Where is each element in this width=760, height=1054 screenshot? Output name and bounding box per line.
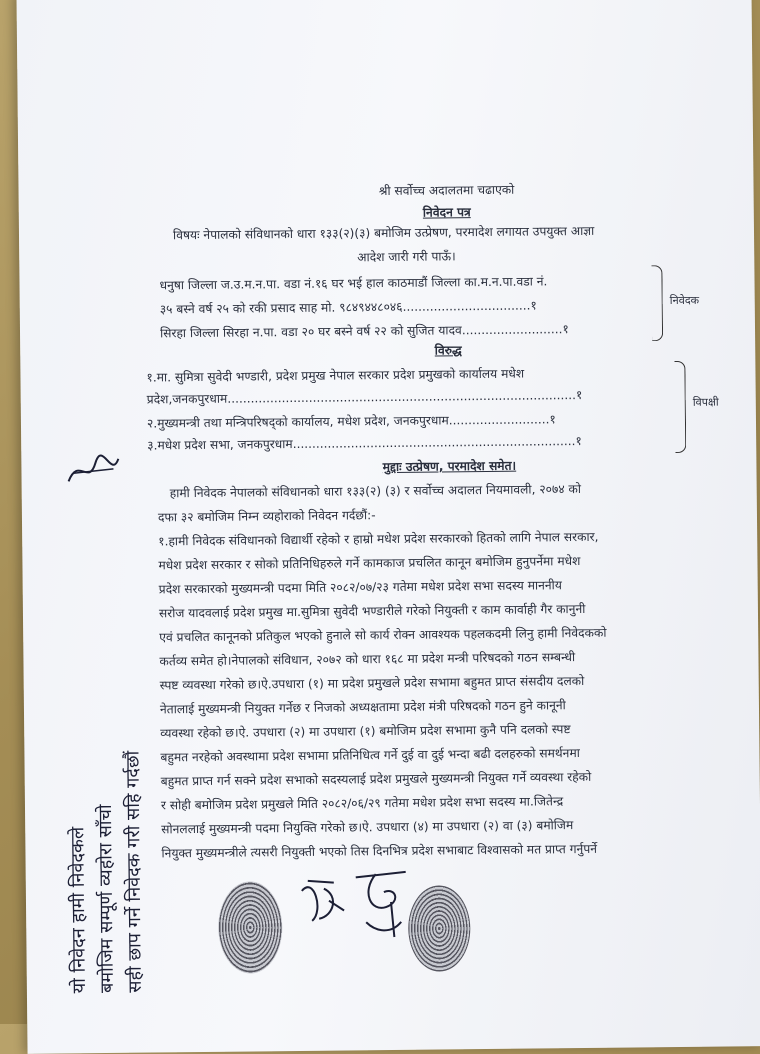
body-line: १.हामी निवेदक संविधानको विद्यार्थी रहेको र हाम्रो मधेश प्रदेश सरकारको हितको लागि नेपाल सरकार,: [158, 529, 599, 549]
document-page: [16, 0, 760, 1054]
document-body: [146, 172, 736, 861]
body-line: बहुमत नरहेको अवस्थामा प्रदेश सभामा प्रतिनिधित्व गर्ने दुई वा दुई भन्दा बढी दलहरुको समर्थनमा: [160, 746, 580, 765]
signature-2: [346, 862, 417, 943]
against-heading: विरुद्ध: [434, 343, 462, 358]
body-line: व्यवस्था रहेको छ।ऐ. उपधारा (२) मा उपधारा (१) बमोजिम प्रदेश सभामा कुनै पनि दलको स्पष्ट: [160, 722, 571, 741]
body-line: हामी निवेदक नेपालको संविधानको धारा १३३(२) (३) र सर्वोच्च अदालत नियमावली, २०७४ को: [169, 481, 582, 501]
petitioner-label: निवेदक: [669, 293, 700, 308]
issue-heading: मुद्दाः उत्प्रेषण, परमादेश समेत।: [382, 458, 517, 475]
respondent-3: ३.मधेश प्रदेश सभा, जनकपुरधाम.........................................................................१: [147, 433, 582, 453]
document-title: निवेदन पत्र: [422, 205, 471, 220]
body-line: र सोही बमोजिम प्रदेश प्रमुखले मिति २०८२/०६/२९ गतेमा मधेश प्रदेश सभा सदस्य मा.जितेन्द्र: [160, 794, 564, 813]
respondent-label: विपक्षी: [692, 395, 719, 409]
body-line: सरोज यादवलाई प्रदेश प्रमुख मा.सुमित्रा सुवेदी भण्डारीले गरेको नियुक्ती र काम कार्वाही गैर कानुनी: [158, 601, 586, 621]
respondent-1a: १.मा. सुमित्रा सुवेदी भण्डारी, प्रदेश प्रमुख नेपाल सरकार प्रदेश प्रमुखको कार्यालय मधेश: [146, 366, 525, 385]
subject-line-2: आदेश जारी गरी पाऊँ।: [357, 249, 456, 265]
body-line: बहुमत प्राप्त गर्न सक्ने प्रदेश सभाको सदस्यलाई प्रदेश प्रमुखले मुख्यमन्त्री नियुक्त गर्ने व्यवस्था रहेको: [160, 769, 592, 789]
body-line: नियुक्त मुख्यमन्त्रीले त्यसरी नियुक्ती भएको तिस दिनभित्र प्रदेश सभाबाट विश्वासको मत प्राप्त गर्नुपर्ने: [161, 841, 598, 861]
court-heading: श्री सर्वोच्च अदालतमा चढाएको: [378, 182, 515, 199]
body-line: एवं प्रचलित कानूनको प्रतिकुल भएको हुनाले सो कार्य रोक्न आवश्यक पहलकदमी लिनु हामी निवेदकको: [159, 625, 607, 645]
body-line: दफा ३२ बमोजिम निम्न व्यहोराको निवेदन गर्दछौं:-: [157, 508, 376, 525]
body-line: मधेश प्रदेश सरकार र सोको प्रतिनिधिहरुले गर्ने कामकाज प्रचलित कानून बमोजिम हुनुपर्नेमा मधेश: [158, 554, 581, 573]
thumbprint-left: [218, 881, 283, 974]
petitioner-line-1: धनुषा जिल्ला ज.उ.म.न.पा. वडा नं.१६ घर भई हाल काठमाडौं जिल्ला का.म.न.पा.वडा नं.: [159, 274, 548, 293]
margin-signature: [63, 451, 123, 492]
body-line: स्पष्ट व्यवस्था गरेको छ।ऐ.उपधारा (१) मा प्रदेश प्रमुखले प्रदेश सभामा बहुमत प्राप्त संसदीय दलको: [159, 673, 585, 693]
subject-line-1: विषयः नेपालको संविधानको धारा १३३(२)(३) बमोजिम उत्प्रेषण, परमादेश लगायत उपयुक्त आज्ञा: [172, 223, 595, 243]
respondent-1b: प्रदेश,जनकपुरधाम..........................................................................................१: [146, 387, 583, 407]
body-line: कर्तव्य समेत हो।नेपालको संविधान, २०७२ को धारा १६८ मा प्रदेश मन्त्री परिषदको गठन सम्बन्धी: [159, 650, 576, 669]
petitioner-line-3: सिरहा जिल्ला सिरहा न.पा. वडा २० घर बस्ने वर्ष २२ को सुजित यादव..........................१: [159, 322, 569, 341]
petitioner-brace: [651, 265, 663, 341]
margin-note-line: सही छाप गर्ने निवेदक गरी सहि गर्दछौं: [122, 750, 146, 993]
margin-note-line: बमोजिम सम्पूर्ण व्यहोरा साँचो: [94, 804, 118, 994]
respondent-brace: [674, 361, 686, 453]
margin-note-line: यो निवेदन हामी निवेदकले: [67, 826, 90, 994]
body-line: प्रदेश सरकारको मुख्यमन्त्री पदमा मिति २०८२/०७/२३ गतेमा मधेश प्रदेश सभा सदस्य माननीय: [158, 578, 562, 597]
body-line: नेतालाई मुख्यमन्त्री नियुक्त गर्नेछ र निजको अध्यक्षतामा प्रदेश मंत्री परिषदको गठन हुने कानूनी: [159, 698, 566, 717]
respondent-2: २.मुख्यमन्त्री तथा मन्त्रिपरिषद्‌को कार्यालय, मधेश प्रदेश, जनकपुरधाम..........................१: [146, 412, 556, 431]
handwritten-margin-note: [63, 593, 151, 994]
petitioner-line-2: ३५ बस्ने वर्ष २५ को रकी प्रसाद साह मो. ९८४९४४८०४६.................................१: [159, 298, 537, 317]
body-line: सोनललाई मुख्यमन्त्री पदमा नियुक्ति गरेको छ।ऐ. उपधारा (४) मा उपधारा (२) वा (३) बमोजिम: [161, 818, 574, 837]
thumbprint-right: [408, 885, 471, 972]
